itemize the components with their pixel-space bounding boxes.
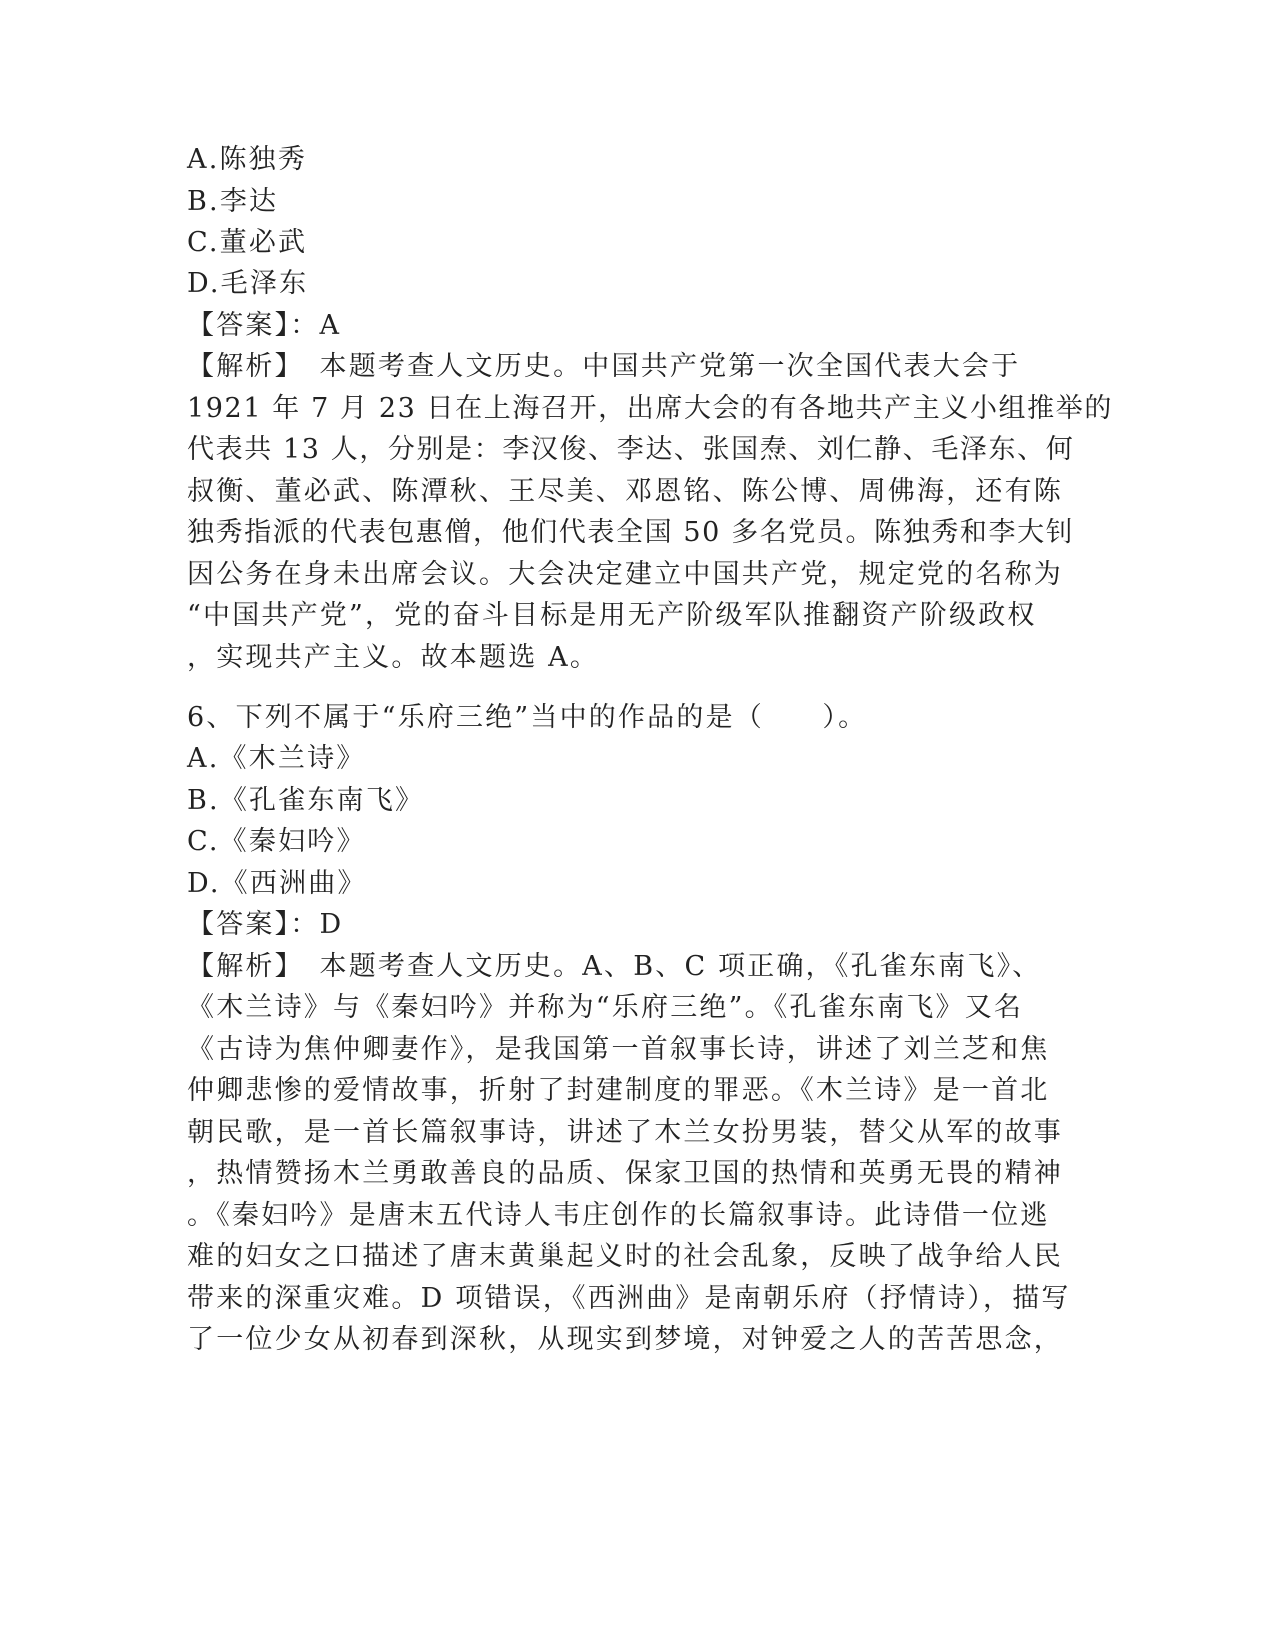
q5-analysis-line: 独秀指派的代表包惠僧，他们代表全国 50 多名党员。陈独秀和李大钊 <box>187 517 1075 548</box>
q6-analysis-line: 朝民歌，是一首长篇叙事诗，讲述了木兰女扮男装，替父从军的故事 <box>187 1117 1063 1148</box>
q6-option-d: D.《西洲曲》 <box>187 868 367 899</box>
q6-analysis-line: 仲卿悲惨的爱情故事，折射了封建制度的罪恶。《木兰诗》是一首北 <box>187 1075 1050 1106</box>
q5-option-d: D.毛泽东 <box>187 268 309 299</box>
q6-question: 6、下列不属于“乐府三绝”当中的作品的是（ ）。 <box>187 702 868 733</box>
q6-analysis-line: 。《秦妇吟》是唐末五代诗人韦庄创作的长篇叙事诗。此诗借一位逃 <box>187 1200 1050 1231</box>
q6-option-a: A.《木兰诗》 <box>187 743 366 774</box>
q6-analysis-line: ，热情赞扬木兰勇敢善良的品质、保家卫国的热情和英勇无畏的精神 <box>187 1158 1063 1189</box>
q5-analysis-line: 1921 年 7 月 23 日在上海召开，出席大会的有各地共产主义小组推举的 <box>187 393 1113 424</box>
q5-option-a: A.陈独秀 <box>187 144 308 175</box>
q6-analysis-line: 了一位少女从初春到深秋，从现实到梦境，对钟爱之人的苦苦思念， <box>187 1324 1063 1355</box>
q5-answer: 【答案】：A <box>187 310 342 341</box>
q5-analysis-line: ，实现共产主义。故本题选 A。 <box>187 642 600 673</box>
q6-analysis-line: 难的妇女之口描述了唐末黄巢起义时的社会乱象，反映了战争给人民 <box>187 1241 1063 1272</box>
q6-answer: 【答案】：D <box>187 909 344 940</box>
q6-analysis-line: 《古诗为焦仲卿妻作》，是我国第一首叙事长诗，讲述了刘兰芝和焦 <box>187 1034 1050 1065</box>
q6-option-c: C.《秦妇吟》 <box>187 826 366 857</box>
q6-analysis-line: 带来的深重灾难。D 项错误，《西洲曲》是南朝乐府（抒情诗），描写 <box>187 1283 1071 1314</box>
q5-analysis-line: 【解析】 本题考查人文历史。中国共产党第一次全国代表大会于 <box>187 351 1021 382</box>
q5-analysis-line: 因公务在身未出席会议。大会决定建立中国共产党，规定党的名称为 <box>187 559 1063 590</box>
q6-analysis-line: 《木兰诗》与《秦妇吟》并称为“乐府三绝”。《孔雀东南飞》又名 <box>187 992 1024 1023</box>
q6-analysis-line: 【解析】 本题考查人文历史。A、B、C 项正确，《孔雀东南飞》、 <box>187 951 1042 982</box>
q5-analysis-line: “中国共产党”，党的奋斗目标是用无产阶级军队推翻资产阶级政权 <box>187 600 1037 631</box>
q5-option-b: B.李达 <box>187 186 279 217</box>
q6-option-b: B.《孔雀东南飞》 <box>187 785 425 816</box>
q5-option-c: C.董必武 <box>187 227 308 258</box>
q5-analysis-line: 叔衡、董必武、陈潭秋、王尽美、邓恩铭、陈公博、周佛海，还有陈 <box>187 476 1063 507</box>
q5-analysis-line: 代表共 13 人，分别是：李汉俊、李达、张国焘、刘仁静、毛泽东、何 <box>187 434 1075 465</box>
